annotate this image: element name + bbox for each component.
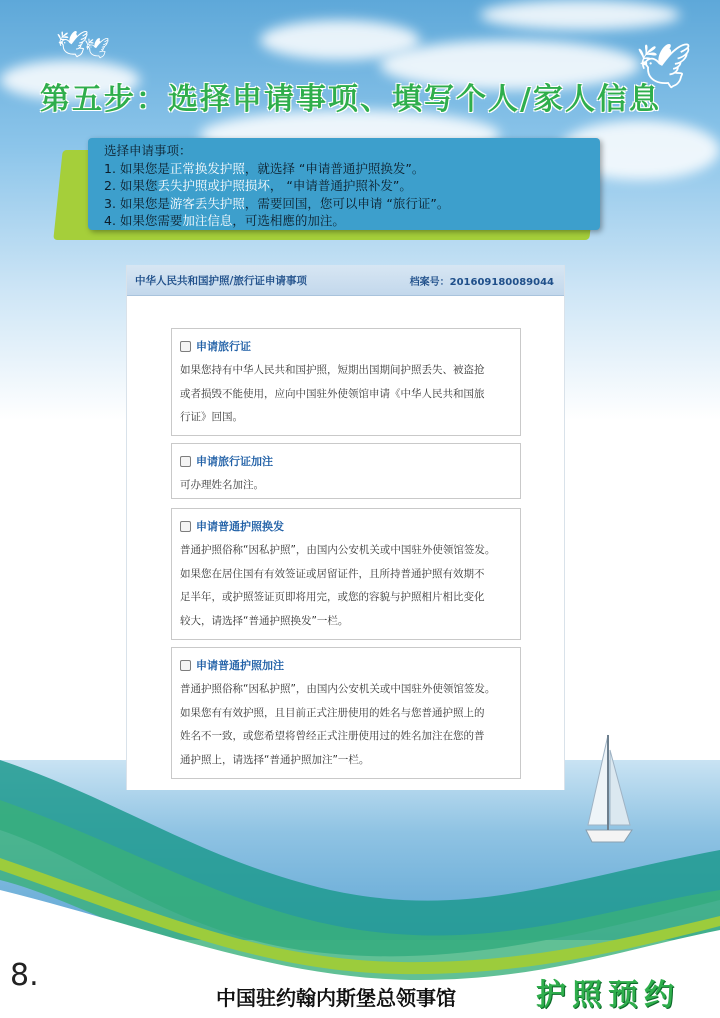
file-number: [410, 273, 554, 288]
option-header: [180, 338, 251, 354]
description-line: 如果您在居住国有有效签证或居留证件，且所持普通护照有效期不: [180, 567, 485, 580]
instruction-text: ，就选择 “申请普通护照换发”。: [244, 160, 425, 176]
page-number: 8.: [10, 958, 39, 993]
organization-name: 中国驻约翰内斯堡总领事馆: [216, 986, 456, 1010]
dove-icon: 🕊: [56, 30, 90, 60]
option-description: [180, 539, 516, 633]
description-line: 或者损毁不能使用，应向中国驻外使领馆申请《中华人民共和国旅: [180, 387, 485, 400]
instruction-item: [104, 195, 449, 213]
sailboat-icon: [578, 730, 638, 860]
instruction-text: 1. 如果您是: [104, 160, 170, 176]
option-header: [180, 453, 273, 469]
instruction-text: ，需要回国，您可以申请 “旅行证”。: [244, 195, 450, 211]
application-form-card: [126, 265, 565, 790]
option-passport-endorsement[interactable]: [171, 647, 521, 779]
checkbox-icon[interactable]: [180, 660, 191, 671]
description-line: 如果您有有效护照，且目前正式注册使用的姓名与您普通护照上的: [180, 706, 485, 719]
step-title: 第五步：选择申请事项、填写个人/家人信息: [40, 82, 661, 117]
instruction-text: 4. 如果您需要: [104, 213, 183, 228]
checkbox-icon[interactable]: [180, 456, 191, 467]
dove-icon: 🕊: [84, 36, 110, 60]
description-line: 足半年，或护照签证页即将用完，或您的容貌与护照相片相比变化: [180, 591, 485, 603]
option-label[interactable]: 申请旅行证加注: [196, 455, 273, 468]
option-label[interactable]: 申请旅行证: [196, 340, 251, 353]
checkbox-icon[interactable]: [180, 341, 191, 352]
description-line: 可办理姓名加注。: [180, 479, 264, 491]
instruction-list: [104, 142, 449, 230]
instruction-item: [104, 160, 449, 178]
instruction-heading: 选择申请事项：: [104, 143, 192, 158]
description-line: 通护照上，请选择“普通护照加注”一栏。: [180, 753, 370, 766]
instruction-item: [104, 177, 449, 195]
option-label[interactable]: 申请普通护照换发: [196, 520, 284, 533]
description-line: 如果您持有中华人民共和国护照，短期出国期间护照丢失、被盗抢: [180, 364, 485, 376]
form-header: [127, 265, 564, 296]
instruction-text: 2. 如果您: [104, 178, 158, 193]
description-line: 普通护照俗称“因私护照”，由国内公安机关或中国驻外使领馆签发。: [180, 544, 496, 556]
instruction-item: [104, 212, 449, 230]
instruction-highlight: 正常换发护照: [169, 160, 245, 176]
instruction-highlight: 加注信息: [182, 213, 233, 228]
instruction-text: ，可选相應的加注。: [232, 213, 345, 228]
file-number-label: 档案号：: [409, 277, 450, 288]
option-header: [180, 657, 284, 673]
instruction-text: ， “申请普通护照补发”。: [269, 178, 412, 193]
description-line: 行证》回国。: [180, 411, 243, 423]
option-travel-document-endorsement[interactable]: [171, 443, 521, 499]
instruction-highlight: 游客丢失护照: [169, 195, 245, 211]
option-description: [180, 474, 516, 498]
instruction-highlight: 丢失护照或护照损坏: [157, 178, 270, 193]
option-header: [180, 518, 284, 534]
option-label[interactable]: 申请普通护照加注: [196, 659, 284, 672]
tagline: 护照预约: [536, 978, 680, 1013]
option-description: [180, 359, 516, 430]
option-travel-document[interactable]: [171, 328, 521, 436]
instruction-text: 3. 如果您是: [104, 195, 170, 211]
description-line: 姓名不一致，或您希望将曾经正式注册使用过的姓名加注在您的普: [180, 730, 485, 742]
checkbox-icon[interactable]: [180, 521, 191, 532]
file-number-value: 201609180089044: [449, 277, 554, 288]
dove-icon: 🕊: [636, 41, 692, 92]
cloud: [480, 0, 680, 30]
option-description: [180, 678, 516, 772]
form-title: 中华人民共和国护照/旅行证申请事项: [135, 275, 307, 287]
option-passport-renewal[interactable]: [171, 508, 521, 640]
description-line: 普通护照俗称“因私护照”，由国内公安机关或中国驻外使领馆签发。: [180, 683, 496, 695]
description-line: 较大，请选择“普通护照换发”一栏。: [180, 614, 349, 627]
